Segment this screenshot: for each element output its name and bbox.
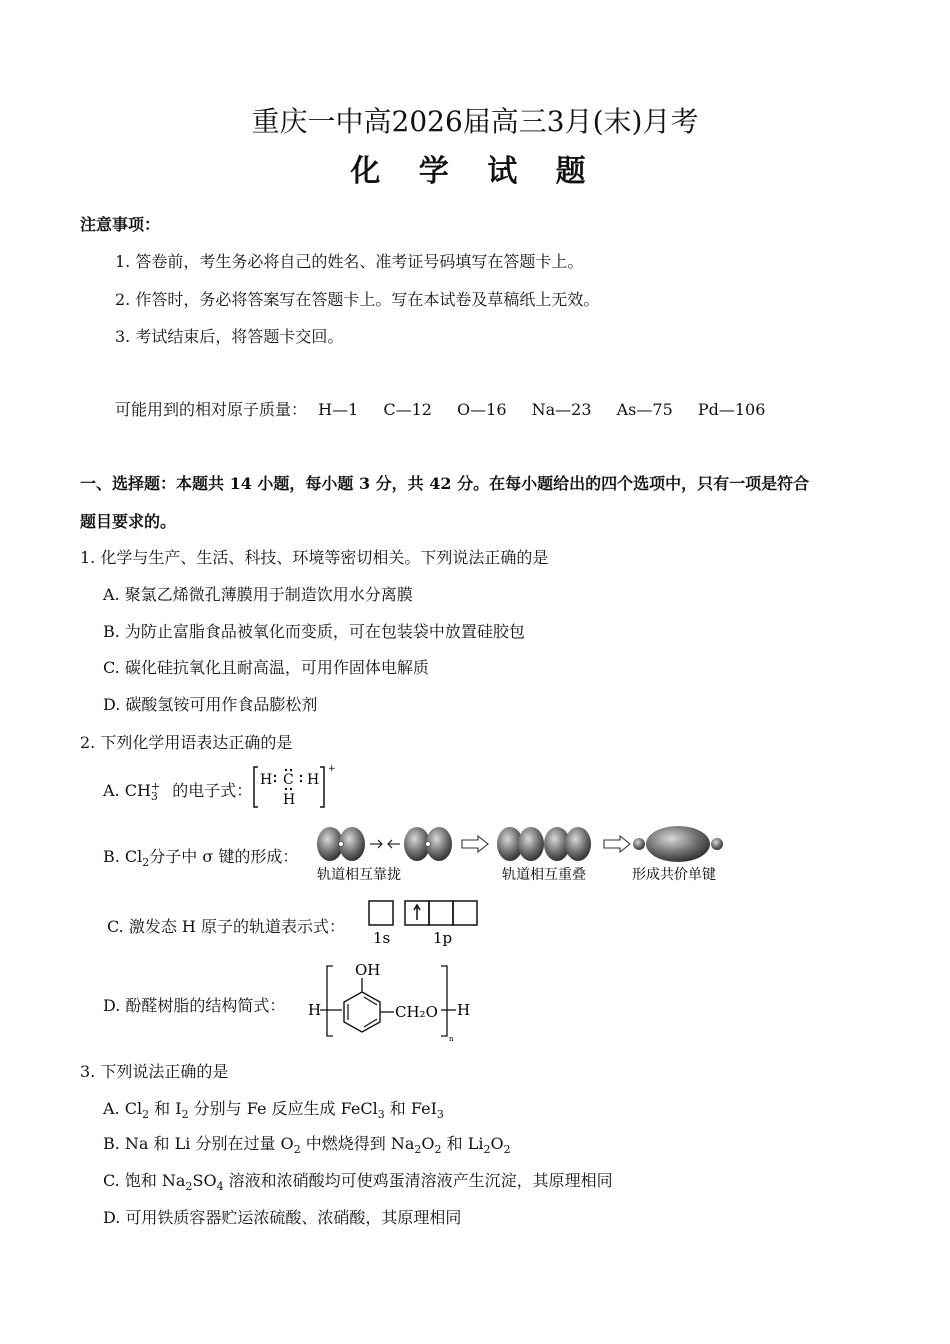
- q1-option-c: C. 碳化硅抗氧化且耐高温，可用作固体电解质: [103, 658, 429, 677]
- q2-stem: 2. 下列化学用语表达正确的是: [80, 733, 293, 752]
- q3-option-b: B. Na 和 Li 分别在过量 $O_2$ 中燃烧得到 $Na_2O_2$ 和 $Li_2O_2$: [103, 1134, 511, 1157]
- q3-option-d: D. 可用铁质容器贮运浓硫酸、浓硝酸，其原理相同: [103, 1208, 462, 1227]
- atomic-mass-h: H—1: [318, 400, 359, 419]
- notice-item-2: 2. 作答时，务必将答案写在答题卡上。写在本试卷及草稿纸上无效。: [115, 290, 600, 309]
- orbital-diagram: [366, 898, 486, 948]
- svg-text:OH: OH: [355, 961, 381, 979]
- exam-title: 重庆一中高2026届高三3月(末)月考: [251, 105, 699, 138]
- lewis-h-left: H: [260, 772, 273, 788]
- q3-option-c: C. 饱和 $Na_2SO_4$ 溶液和浓硝酸均可使鸡蛋清溶液产生沉淀，其原理相同: [103, 1171, 613, 1194]
- q1-option-d: D. 碳酸氢铵可用作食品膨松剂: [103, 695, 318, 714]
- section1-line2: 题目要求的。: [80, 512, 177, 531]
- svg-text:H: H: [457, 1001, 471, 1019]
- orbital-label-1p: 1p: [433, 929, 453, 947]
- q1-option-a: A. 聚氯乙烯微孔薄膜用于制造饮用水分离膜: [103, 585, 413, 604]
- atomic-mass-na: Na—23: [531, 400, 592, 419]
- atomic-mass-c: C—12: [383, 400, 432, 419]
- lewis-h-bottom: H: [283, 792, 296, 808]
- atomic-mass-pd: Pd—106: [697, 400, 766, 419]
- atomic-mass-line: [115, 397, 765, 420]
- q2-option-b: B. $Cl_2$分子中 σ 键的形成：: [103, 847, 299, 870]
- q1-option-b: B. 为防止富脂食品被氧化而变质，可在包装袋中放置硅胶包: [103, 622, 525, 641]
- notice-item-3: 3. 考试结束后，将答题卡交回。: [115, 327, 344, 346]
- ch3-lewis-structure: [252, 762, 336, 812]
- orbital-label-1s: 1s: [373, 929, 391, 947]
- subject-title: 化 学 试 题: [350, 154, 600, 189]
- section1-line1: 一、选择题：本题共 14 小题，每小题 3 分，共 42 分。在每小题给出的四个选项中，只有一项是符合: [80, 474, 810, 493]
- caption-single-bond: 形成共价单键: [632, 867, 716, 883]
- lewis-h-right: H: [307, 772, 320, 788]
- lewis-c: C: [283, 772, 294, 788]
- q3-option-a: A. $Cl_2$ 和 $I_2$ 分别与 Fe 反应生成 FeCl$_3$ 和 FeI$_3$: [103, 1099, 444, 1122]
- q2-option-d: D. 酚醛树脂的结构简式：: [103, 996, 286, 1015]
- caption-approach: 轨道相互靠拢: [317, 867, 401, 883]
- q1-stem: 1. 化学与生产、生活、科技、环境等密切相关。下列说法正确的是: [80, 548, 549, 567]
- notice-heading: 注意事项：: [80, 215, 161, 234]
- svg-text:H: H: [308, 1001, 322, 1019]
- atomic-mass-label: 可能用到的相对原子质量：: [115, 400, 308, 419]
- q2-option-c: C. 激发态 H 原子的轨道表示式：: [107, 917, 345, 936]
- svg-text:CH₂O: CH₂O: [395, 1003, 438, 1021]
- svg-text:n: n: [449, 1035, 454, 1043]
- phenolic-resin-structure: [306, 958, 476, 1044]
- svg-text:+: +: [328, 764, 336, 774]
- notice-item-1: 1. 答卷前，考生务必将自己的姓名、准考证号码填写在答题卡上。: [115, 252, 584, 271]
- sigma-bond-diagram: [312, 820, 732, 886]
- q2-option-a: A. $CH_3^+$ 的电子式：: [103, 779, 253, 804]
- q3-stem: 3. 下列说法正确的是: [80, 1062, 229, 1081]
- atomic-mass-o: O—16: [457, 400, 507, 419]
- atomic-mass-as: As—75: [616, 400, 673, 419]
- caption-overlap: 轨道相互重叠: [502, 867, 586, 883]
